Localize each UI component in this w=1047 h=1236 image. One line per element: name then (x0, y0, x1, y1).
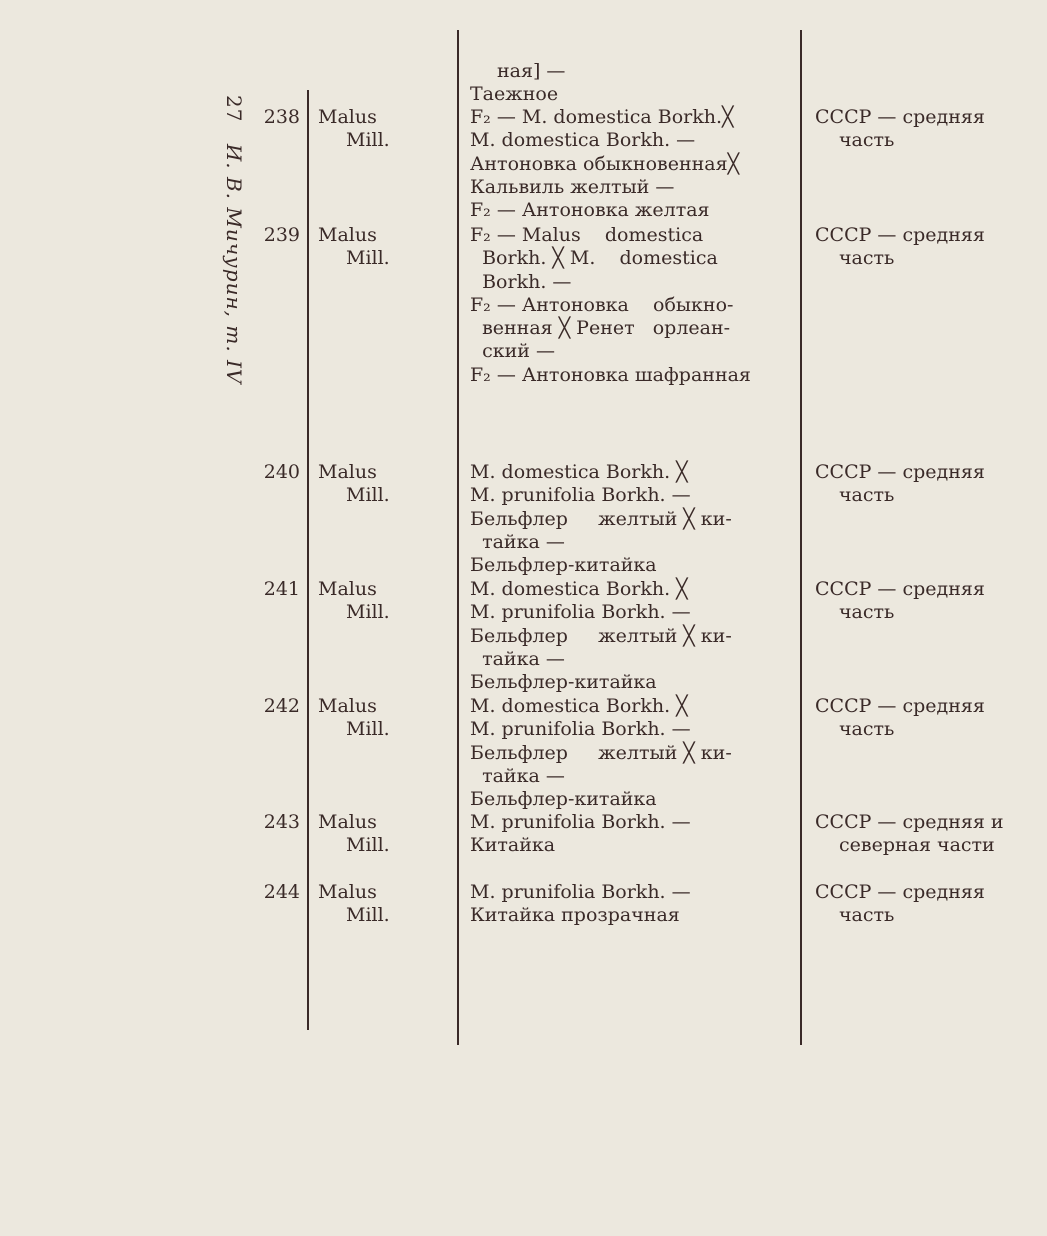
region-line: северная части (839, 834, 995, 856)
region-line: часть (839, 129, 895, 151)
cross-line: M. prunifolia Borkh. — (470, 484, 691, 507)
row-number: 239 (263, 224, 300, 246)
cross-cell (470, 695, 795, 811)
cross-line: M. prunifolia Borkh. — (470, 601, 691, 624)
cross-cell (470, 461, 795, 577)
cross-line: F₂ — Антоновка шафранная (470, 363, 751, 386)
cross-line: M. domestica Borkh. ╳ (470, 578, 688, 600)
region-cell (815, 578, 1045, 624)
region-cell (815, 224, 1045, 270)
region-cell (815, 881, 1045, 927)
genus-cell (318, 811, 408, 857)
genus-author: Mill. (346, 247, 390, 269)
cross-line: F₂ — Антоновка обыкно- (470, 293, 734, 316)
cross-line: Китайка прозрачная (470, 904, 680, 927)
cross-line: Бельфлер желтый ╳ ки- (470, 624, 732, 647)
region-cell (815, 695, 1045, 741)
cross-line: тайка — (470, 530, 565, 553)
genus-cell (318, 224, 408, 270)
region-line: часть (839, 601, 895, 623)
page-number: 27 (222, 95, 246, 123)
cross-line: Borkh. — (470, 270, 572, 293)
genus-cell (318, 106, 408, 152)
genus-name: Malus (318, 811, 377, 833)
row-number: 244 (263, 881, 300, 903)
cross-cell (470, 578, 795, 694)
region-line: часть (839, 247, 895, 269)
cross-line: F₂ — M. domestica Borkh.╳ (470, 106, 734, 128)
cross-line: Антоновка обыкновенная╳ (470, 152, 740, 175)
cross-line: Кальвиль желтый — (470, 175, 675, 198)
column-rule-2 (457, 30, 459, 1045)
row-number: 241 (263, 578, 300, 600)
cross-cell (470, 811, 795, 858)
cross-line: Китайка (470, 834, 556, 857)
running-head (222, 95, 246, 384)
genus-name: Malus (318, 106, 377, 128)
genus-cell (318, 578, 408, 624)
region-line: СССР — средняя (815, 578, 985, 600)
row-number: 238 (263, 106, 300, 128)
genus-author: Mill. (346, 129, 390, 151)
cross-line: M. prunifolia Borkh. — (470, 718, 691, 741)
cross-line: Borkh. ╳ M. domestica (470, 247, 718, 270)
region-cell (815, 811, 1045, 857)
region-line: СССР — средняя (815, 106, 985, 128)
region-line: часть (839, 904, 895, 926)
row-number: 240 (263, 461, 300, 483)
genus-name: Malus (318, 881, 377, 903)
cross-line: Бельфлер-китайка (470, 671, 657, 694)
cross-line: M. prunifolia Borkh. — (470, 811, 691, 833)
cross-line: Бельфлер-китайка (470, 554, 657, 577)
column-rule-1 (307, 90, 309, 1030)
genus-cell (318, 461, 408, 507)
region-line: часть (839, 718, 895, 740)
cross-cell (470, 224, 795, 387)
running-head-title: И. В. Мичурин, т. IV (222, 143, 246, 385)
genus-name: Malus (318, 578, 377, 600)
region-line: СССР — средняя (815, 881, 985, 903)
cross-line: тайка — (470, 764, 565, 787)
region-cell (815, 461, 1045, 507)
cross-line: Бельфлер-китайка (470, 788, 657, 811)
cross-line: Бельфлер желтый ╳ ки- (470, 741, 732, 764)
cross-line: M. domestica Borkh. ╳ (470, 695, 688, 717)
row-number: 242 (263, 695, 300, 717)
region-line: СССР — средняя и (815, 811, 1004, 833)
genus-name: Malus (318, 695, 377, 717)
region-line: СССР — средняя (815, 224, 985, 246)
cross-line: F₂ — Malus domestica (470, 224, 704, 246)
cross-line: M. prunifolia Borkh. — (470, 881, 691, 903)
region-line: СССР — средняя (815, 461, 985, 483)
cross-cell (470, 881, 795, 928)
continuation-line: Таежное (470, 83, 559, 105)
genus-author: Mill. (346, 834, 390, 856)
genus-cell (318, 881, 408, 927)
genus-author: Mill. (346, 718, 390, 740)
column-rule-3 (800, 30, 802, 1045)
cross-cell (470, 106, 795, 222)
row-number: 243 (263, 811, 300, 833)
cross-line: тайка — (470, 647, 565, 670)
cross-line: M. domestica Borkh. — (470, 129, 696, 152)
genus-author: Mill. (346, 904, 390, 926)
genus-name: Malus (318, 461, 377, 483)
cross-line: F₂ — Антоновка желтая (470, 199, 710, 222)
region-line: СССР — средняя (815, 695, 985, 717)
continuation-line: ная] — (497, 60, 566, 82)
region-cell (815, 106, 1045, 152)
genus-author: Mill. (346, 601, 390, 623)
cross-line: венная ╳ Ренет орлеан- (470, 317, 731, 340)
genus-author: Mill. (346, 484, 390, 506)
genus-name: Malus (318, 224, 377, 246)
region-line: часть (839, 484, 895, 506)
genus-cell (318, 695, 408, 741)
cross-line: Бельфлер желтый ╳ ки- (470, 507, 732, 530)
cross-line: M. domestica Borkh. ╳ (470, 461, 688, 483)
cross-line: ский — (470, 340, 555, 363)
